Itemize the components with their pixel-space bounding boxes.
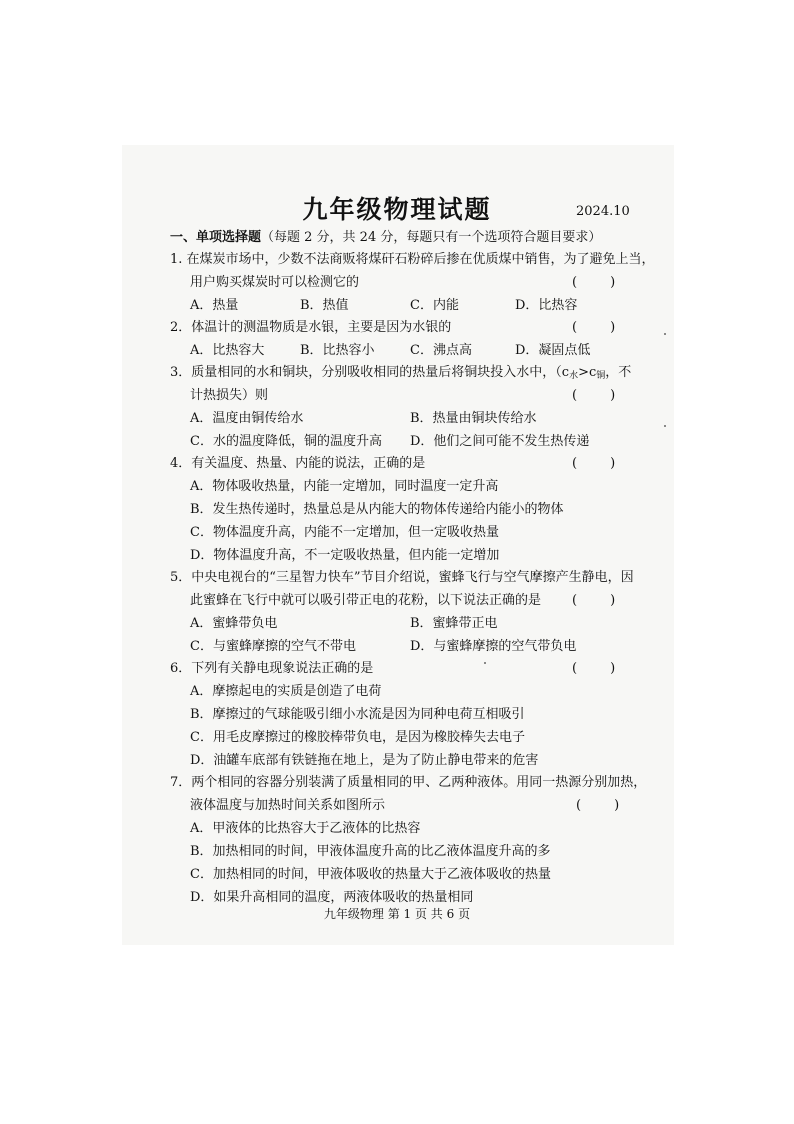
answer-bracket: ( ) xyxy=(572,388,616,403)
answer-bracket: ( ) xyxy=(572,661,616,676)
section-note: （每题 2 分，共 24 分，每题只有一个选项符合题目要求） xyxy=(261,230,602,245)
question-6-option-b: B．摩擦过的气球能吸引细小水流是因为同种电荷互相吸引 xyxy=(190,707,525,722)
question-1-stem-line-2: 用户购买煤炭时可以检测它的 xyxy=(190,275,360,290)
question-2-option-a: A．比热容大 xyxy=(190,343,265,358)
question-3-stem-line-1 xyxy=(170,365,631,384)
question-2-option-d: D．凝固点低 xyxy=(515,343,591,358)
question-7-option-a: A．甲液体的比热容大于乙液体的比热容 xyxy=(190,821,421,836)
question-5-option-b: B．蜜蜂带正电 xyxy=(410,616,498,631)
question-3-option-a: A．温度由铜传给水 xyxy=(190,411,304,426)
question-5-stem-line-2: 此蜜蜂在飞行中就可以吸引带正电的花粉，以下说法正确的是 xyxy=(190,593,542,608)
question-1-option-d: D．比热容 xyxy=(515,298,578,313)
page-title: 九年级物理试题 xyxy=(302,195,492,224)
question-3-option-c: C．水的温度降低，铜的温度升高 xyxy=(190,434,382,449)
question-7-stem-line-2: 液体温度与加热时间关系如图所示 xyxy=(190,798,386,813)
question-5-option-a: A．蜜蜂带负电 xyxy=(190,616,278,631)
scan-speck xyxy=(664,333,666,335)
subscript-copper: 铜 xyxy=(596,371,606,381)
question-7-option-c: C．加热相同的时间，甲液体吸收的热量大于乙液体吸收的热量 xyxy=(190,867,551,882)
question-2-option-c: C．沸点高 xyxy=(410,343,472,358)
question-4-option-a: A．物体吸收热量，内能一定增加，同时温度一定升高 xyxy=(190,479,499,494)
question-6-option-d: D．油罐车底部有铁链拖在地上，是为了防止静电带来的危害 xyxy=(190,753,539,768)
question-7-option-b: B．加热相同的时间，甲液体温度升高的比乙液体温度升高的多 xyxy=(190,844,551,859)
section-title: 一、单项选择题 xyxy=(170,230,262,245)
answer-bracket: ( ) xyxy=(572,593,616,608)
question-4-stem: 4．有关温度、热量、内能的说法，正确的是 xyxy=(170,456,426,471)
question-4-option-c: C．物体温度升高，内能不一定增加，但一定吸收热量 xyxy=(190,525,499,540)
question-4-option-b: B．发生热传递时，热量总是从内能大的物体传递给内能小的物体 xyxy=(190,502,564,517)
question-3-stem-tail: ，不 xyxy=(605,365,632,380)
question-3-stem-gt: >c xyxy=(578,365,597,380)
page-footer: 九年级物理 第 1 页 共 6 页 xyxy=(323,907,471,921)
question-3-option-b: B．热量由铜块传给水 xyxy=(410,411,537,426)
question-1-option-b: B．热值 xyxy=(300,298,349,313)
question-5-option-d: D．与蜜蜂摩擦的空气带负电 xyxy=(410,639,577,654)
question-2-stem: 2．体温计的测温物质是水银，主要是因为水银的 xyxy=(170,320,452,335)
answer-bracket: ( ) xyxy=(576,798,620,813)
question-7-stem-line-1: 7．两个相同的容器分别装满了质量相同的甲、乙两种液体。用同一热源分别加热， xyxy=(170,775,647,790)
question-1-stem-line-1: 1. 在煤炭市场中，少数不法商贩将煤矸石粉碎后掺在优质煤中销售，为了避免上当， xyxy=(170,252,655,267)
scan-speck xyxy=(484,662,486,664)
scan-speck xyxy=(664,425,666,427)
question-5-stem-line-1: 5．中央电视台的“三星智力快车”节目介绍说，蜜蜂飞行与空气摩擦产生静电，因 xyxy=(170,570,634,585)
question-4-option-d: D．物体温度升高，不一定吸收热量，但内能一定增加 xyxy=(190,548,500,563)
answer-bracket: ( ) xyxy=(572,275,616,290)
question-5-option-c: C．与蜜蜂摩擦的空气不带电 xyxy=(190,639,356,654)
question-1-option-a: A．热量 xyxy=(190,298,239,313)
question-3-stem-line-2: 计热损失）则 xyxy=(190,388,269,403)
subscript-water: 水 xyxy=(569,371,579,381)
question-3-stem-text: 3．质量相同的水和铜块，分别吸收相同的热量后将铜块投入水中，（c xyxy=(170,365,570,380)
question-2-option-b: B．比热容小 xyxy=(300,343,375,358)
question-6-option-c: C．用毛皮摩擦过的橡胶棒带负电，是因为橡胶棒失去电子 xyxy=(190,730,525,745)
question-6-option-a: A．摩擦起电的实质是创造了电荷 xyxy=(190,684,382,699)
section-heading xyxy=(170,230,601,246)
exam-date: 2024.10 xyxy=(576,204,630,219)
question-1-option-c: C．内能 xyxy=(410,298,459,313)
question-3-option-d: D．他们之间可能不发生热传递 xyxy=(410,434,590,449)
question-7-option-d: D．如果升高相同的温度，两液体吸收的热量相同 xyxy=(190,890,474,905)
answer-bracket: ( ) xyxy=(572,456,616,471)
question-6-stem: 6．下列有关静电现象说法正确的是 xyxy=(170,661,374,676)
answer-bracket: ( ) xyxy=(572,320,616,335)
